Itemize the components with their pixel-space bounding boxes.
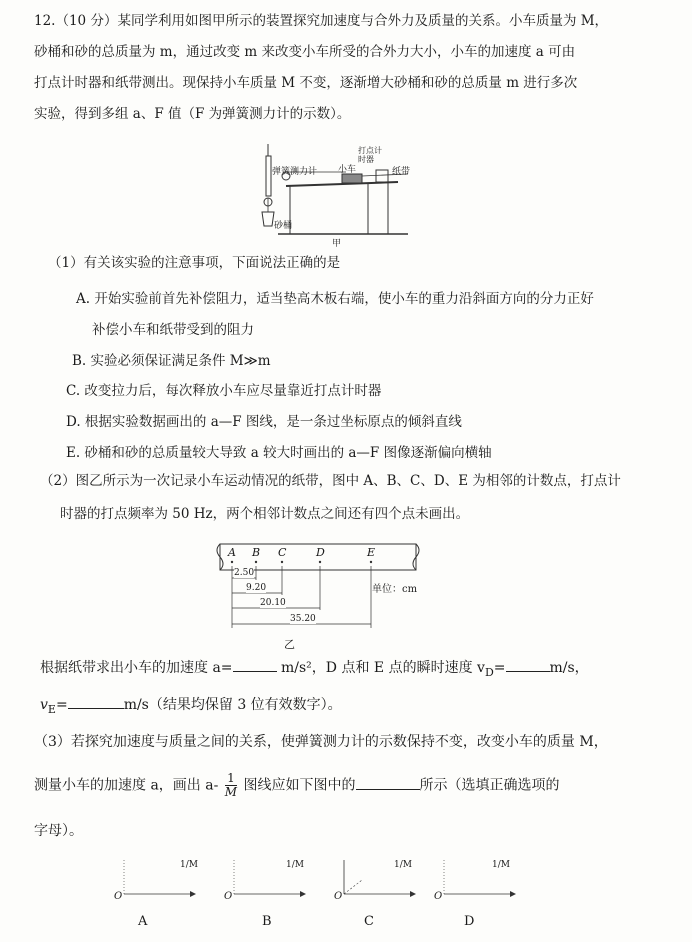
- part1-option-b: B. 实验必须保证满足条件 M≫m: [72, 353, 271, 369]
- part1-option-d: D. 根据实验数据画出的 a—F 图线，是一条过坐标原点的倾斜直线: [66, 414, 462, 430]
- ve-equals: =: [55, 697, 68, 713]
- part3-stem-2: [34, 772, 560, 806]
- vd-unit: m/s，: [549, 660, 589, 676]
- graph-d[interactable]: [430, 858, 530, 934]
- ve-subscript: E: [47, 702, 56, 716]
- label-timer: 打点计时器: [358, 146, 382, 164]
- tape-distance-ac: 9.20: [246, 583, 267, 593]
- blank-graph-choice[interactable]: [356, 789, 420, 790]
- graph-c-letter: C: [364, 914, 374, 929]
- ask-vd-label: m/s²，D 点和 E 点的瞬时速度 v: [280, 660, 485, 676]
- graph-c-plot: [330, 858, 430, 908]
- figure-yi: [214, 540, 444, 652]
- graph-c-origin: O: [334, 891, 343, 902]
- graph-d-axis-label: 1/M: [492, 860, 510, 870]
- label-cart: 小车: [338, 165, 357, 175]
- apparatus-diagram: [258, 142, 418, 247]
- tape-distance-ab: 2.50: [234, 568, 255, 578]
- graph-b-plot: [220, 858, 320, 908]
- part1-option-a-cont: 补偿小车和纸带受到的阻力: [92, 322, 254, 338]
- intro-line-1: 12.（10 分）某同学利用如图甲所示的装置探究加速度与合外力及质量的关系。小车质量为 M，: [34, 13, 609, 29]
- figure-jia: [258, 142, 418, 247]
- part3-stem-1: （3）若探究加速度与质量之间的关系，使弹簧测力计的示数保持不变，改变小车的质量 M，: [34, 734, 608, 750]
- tape-distance-ad: 20.10: [260, 598, 286, 608]
- tape-distance-ae: 35.20: [290, 614, 316, 624]
- part2-stem-2: 时器的打点频率为 50 Hz，两个相邻计数点之间还有四个点未画出。: [60, 506, 470, 522]
- tape-point-c: C: [278, 546, 287, 559]
- vd-subscript: D: [484, 665, 494, 679]
- label-spring-scale: 弹簧测力计: [272, 167, 318, 177]
- part3-stem-2c: 所示（选填正确选项的: [419, 777, 560, 794]
- tape-point-b: B: [252, 546, 261, 559]
- blank-acceleration[interactable]: [233, 671, 277, 672]
- part3-stem-3: 字母）。: [34, 823, 83, 839]
- graph-a-axis-label: 1/M: [180, 860, 198, 870]
- part1-option-e: E. 砂桶和砂的总质量较大导致 a 较大时画出的 a—F 图像逐渐偏向横轴: [66, 445, 492, 461]
- graph-d-plot: [430, 858, 530, 908]
- ve-unit-note: m/s（结果均保留 3 位有效数字）。: [123, 697, 342, 713]
- graph-a-letter: A: [138, 914, 148, 929]
- part2-ask-line-2: [40, 696, 342, 719]
- blank-vd[interactable]: [506, 671, 550, 672]
- ve-label: v: [40, 697, 48, 713]
- tape-point-d: D: [316, 546, 325, 559]
- intro-line-3: 打点计时器和纸带测出。现保持小车质量 M 不变，逐渐增大砂桶和砂的总质量 m 进行多次: [34, 75, 578, 91]
- graph-b-axis-label: 1/M: [286, 860, 304, 870]
- part1-stem: （1）有关该实验的注意事项，下面说法正确的是: [48, 255, 341, 271]
- tape-point-e: E: [367, 546, 376, 559]
- part1-option-c: C. 改变拉力后，每次释放小车应尽量靠近打点计时器: [66, 383, 382, 399]
- blank-ve[interactable]: [68, 708, 124, 709]
- intro-line-2: 砂桶和砂的总质量为 m，通过改变 m 来改变小车所受的合外力大小，小车的加速度 a 可由: [34, 44, 576, 60]
- label-bucket: 砂桶: [274, 221, 293, 231]
- graph-c[interactable]: [330, 858, 430, 934]
- intro-line-4: 实验，得到多组 a、F 值（F 为弹簧测力计的示数）。: [34, 106, 351, 122]
- part2-ask-line-1: [40, 659, 589, 682]
- part1-option-a: A. 开始实验前首先补偿阻力，适当垫高木板右端，使小车的重力沿斜面方向的分力正好: [76, 291, 594, 307]
- graph-d-origin: O: [434, 891, 443, 902]
- label-tape: 纸带: [392, 167, 411, 177]
- graph-a-origin: O: [114, 891, 123, 902]
- graph-a[interactable]: [110, 858, 210, 934]
- caption-yi: 乙: [284, 638, 295, 651]
- fraction-numerator: 1: [225, 772, 237, 786]
- fraction-1-over-m: [225, 772, 237, 799]
- ask-acceleration-label: 根据纸带求出小车的加速度 a=: [40, 660, 233, 676]
- graph-b-origin: O: [224, 891, 233, 902]
- tape-point-a: A: [228, 546, 236, 559]
- vd-equals: =: [493, 660, 506, 676]
- tape-diagram: [214, 540, 444, 652]
- graph-d-letter: D: [464, 914, 475, 929]
- fraction-denominator: M: [224, 785, 238, 799]
- caption-jia: 甲: [332, 239, 342, 249]
- part3-stem-2a: 测量小车的加速度 a，画出 a-: [34, 777, 219, 794]
- graph-b[interactable]: [220, 858, 320, 934]
- graph-b-letter: B: [262, 914, 272, 929]
- tape-unit: 单位：cm: [372, 584, 418, 595]
- part3-stem-2b: 图线应如下图中的: [243, 777, 356, 794]
- part2-stem-1: （2）图乙所示为一次记录小车运动情况的纸带，图中 A、B、C、D、E 为相邻的计数点，打点计: [40, 473, 621, 489]
- graph-c-axis-label: 1/M: [394, 860, 412, 870]
